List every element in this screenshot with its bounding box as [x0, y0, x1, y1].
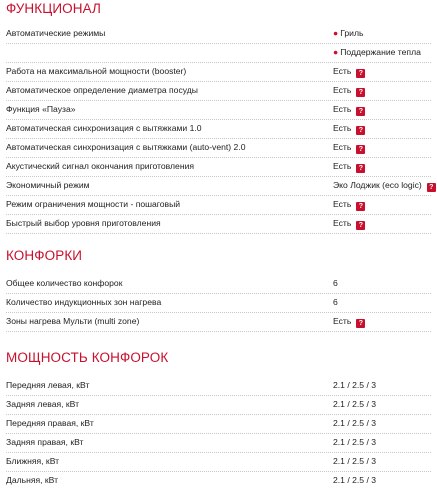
spec-label: Автоматическое определение диаметра посуды — [6, 85, 198, 95]
help-icon[interactable]: ? — [356, 69, 365, 78]
spec-value: 2.1 / 2.5 / 3 — [333, 437, 376, 447]
help-icon[interactable]: ? — [427, 183, 436, 192]
spec-row — [6, 119, 431, 139]
bullet-icon: ● — [333, 47, 339, 57]
spec-value: 2.1 / 2.5 / 3 — [333, 475, 376, 485]
spec-value: Эко Лоджик (eco logic) ? — [333, 176, 436, 195]
spec-label: Передняя левая, кВт — [6, 380, 90, 390]
help-icon[interactable]: ? — [356, 221, 365, 230]
spec-label: Общее количество конфорок — [6, 278, 123, 288]
spec-row-auto-modes — [6, 24, 431, 44]
spec-value: ● Поддержание тепла — [333, 47, 421, 57]
spec-label: Количество индукционных зон нагрева — [6, 297, 162, 307]
spec-value: 2.1 / 2.5 / 3 — [333, 418, 376, 428]
help-icon[interactable]: ? — [356, 88, 365, 97]
spec-value: Есть ? — [333, 81, 365, 100]
spec-value: Есть ? — [333, 312, 365, 331]
spec-label: Автоматическая синхронизация с вытяжками (auto-vent) 2.0 — [6, 142, 246, 152]
spec-value: 2.1 / 2.5 / 3 — [333, 380, 376, 390]
spec-value: Есть ? — [333, 100, 365, 119]
spec-label: Ближняя, кВт — [6, 456, 60, 466]
spec-row-auto-modes-2 — [6, 43, 431, 63]
help-icon[interactable]: ? — [356, 126, 365, 135]
spec-label: Быстрый выбор уровня приготовления — [6, 218, 161, 228]
spec-label: Зоны нагрева Мульти (multi zone) — [6, 316, 140, 326]
spec-value: 2.1 / 2.5 / 3 — [333, 399, 376, 409]
help-icon[interactable]: ? — [356, 107, 365, 116]
section-title-power: МОЩНОСТЬ КОНФОРОК — [6, 350, 169, 365]
spec-value: Есть ? — [333, 138, 365, 157]
spec-row — [6, 312, 431, 332]
spec-label: Задняя правая, кВт — [6, 437, 84, 447]
spec-row — [6, 62, 431, 82]
spec-value: Есть ? — [333, 62, 365, 81]
spec-label: Акустический сигнал окончания приготовления — [6, 161, 195, 171]
spec-row — [6, 274, 431, 294]
spec-label: Задняя левая, кВт — [6, 399, 80, 409]
spec-label: Экономичный режим — [6, 180, 90, 190]
help-icon[interactable]: ? — [356, 202, 365, 211]
spec-value: 6 — [333, 297, 338, 307]
spec-row — [6, 433, 431, 453]
spec-value: Есть ? — [333, 195, 365, 214]
spec-value: ● Гриль — [333, 28, 364, 38]
spec-label: Функция «Пауза» — [6, 104, 76, 114]
spec-row — [6, 195, 431, 215]
spec-label: Автоматическая синхронизация с вытяжками 1.0 — [6, 123, 202, 133]
spec-value: Есть ? — [333, 214, 365, 233]
spec-value: 2.1 / 2.5 / 3 — [333, 456, 376, 466]
spec-row — [6, 293, 431, 313]
spec-value: Есть ? — [333, 119, 365, 138]
spec-row — [6, 100, 431, 120]
spec-row — [6, 452, 431, 472]
spec-value: Есть ? — [333, 157, 365, 176]
help-icon[interactable]: ? — [356, 145, 365, 154]
spec-row — [6, 81, 431, 101]
spec-label: Передняя правая, кВт — [6, 418, 94, 428]
section-title-functional: ФУНКЦИОНАЛ — [6, 1, 101, 16]
spec-label: Автоматические режимы — [6, 28, 106, 38]
section-title-burners: КОНФОРКИ — [6, 248, 83, 263]
spec-row — [6, 414, 431, 434]
spec-row — [6, 214, 431, 234]
spec-row — [6, 471, 431, 490]
spec-label: Дальняя, кВт — [6, 475, 59, 485]
help-icon[interactable]: ? — [356, 164, 365, 173]
spec-row — [6, 157, 431, 177]
spec-row — [6, 176, 434, 196]
bullet-icon: ● — [333, 28, 339, 38]
spec-row — [6, 138, 431, 158]
spec-label: Режим ограничения мощности - пошаговый — [6, 199, 181, 209]
spec-label: Работа на максимальной мощности (booster) — [6, 66, 187, 76]
help-icon[interactable]: ? — [356, 319, 365, 328]
spec-row — [6, 376, 431, 396]
spec-value: 6 — [333, 278, 338, 288]
spec-row — [6, 395, 431, 415]
